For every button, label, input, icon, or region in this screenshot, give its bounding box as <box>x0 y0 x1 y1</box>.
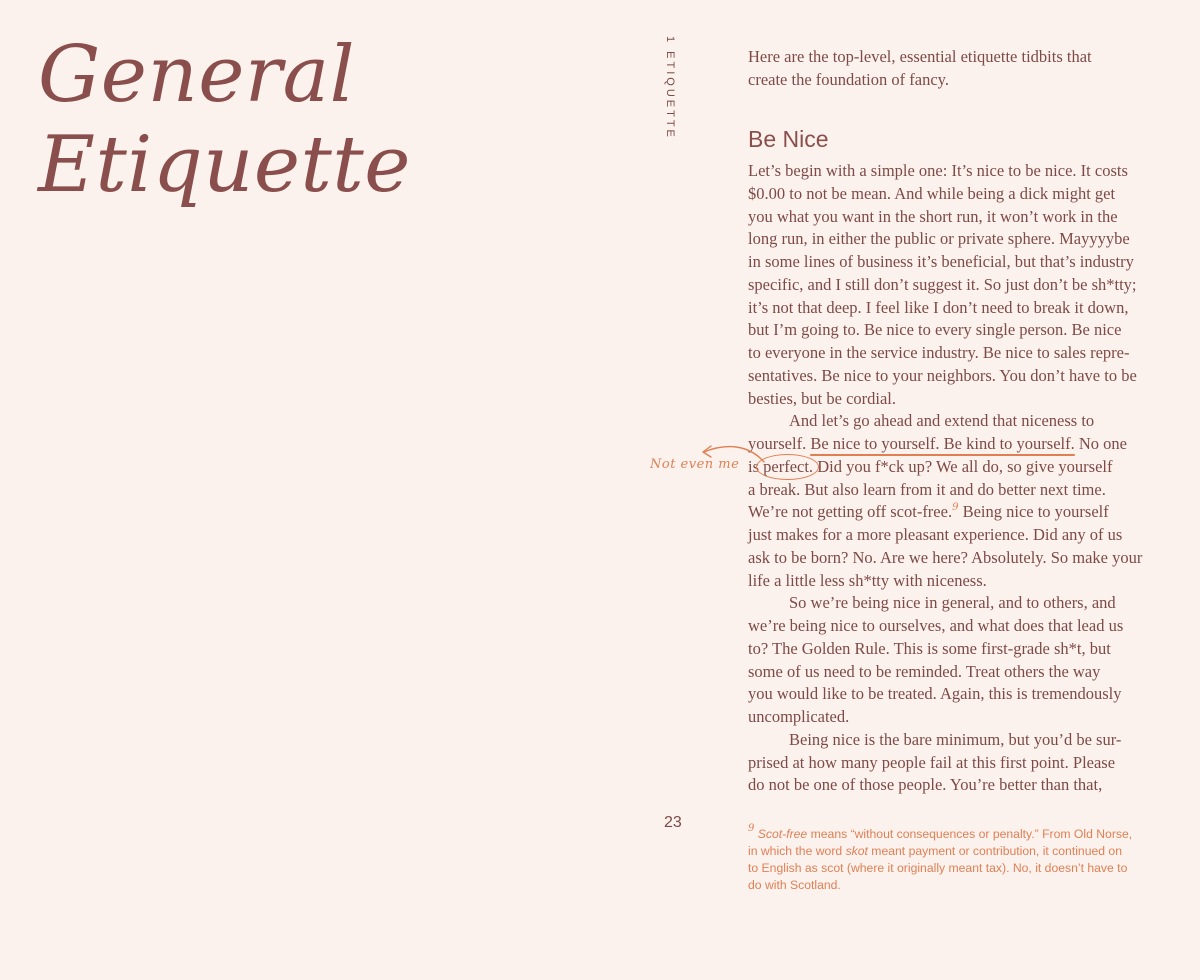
footnote-text: in which the word <box>748 844 846 858</box>
footnote-line: to English as scot (where it originally meant tax). No, it doesn’t have to <box>748 861 1128 875</box>
chapter-title <box>38 30 411 210</box>
footnote-line <box>748 823 1158 843</box>
body-line: to? The Golden Rule. This is some first-grade sh*t, but <box>748 638 1111 658</box>
body-line <box>748 501 1158 524</box>
body-text-fragment: yourself. <box>748 434 811 453</box>
footnote <box>748 823 1158 894</box>
body-line: just makes for a more pleasant experience. Did any of us <box>748 525 1123 544</box>
body-line: some of us need to be reminded. Treat others the way <box>748 661 1101 681</box>
body-text-fragment: is <box>748 456 764 476</box>
body-line: uncomplicated. <box>748 707 850 726</box>
body-text-fragment: We’re not getting off scot-free. <box>748 502 953 522</box>
footnote-term: skot <box>845 844 868 858</box>
circled-word: perfect. <box>763 456 814 476</box>
underlined-highlight: Be nice to yourself. Be kind to yourself. <box>810 434 1075 453</box>
body-text-fragment: No one <box>1074 434 1127 453</box>
page-number: 23 <box>664 814 682 831</box>
section-heading: Be Nice <box>748 126 829 152</box>
body-text-fragment: Did you f*ck up? We all do, so give yourself <box>813 456 1113 476</box>
footnote-term: Scot-free <box>757 827 808 841</box>
body-line: but I’m going to. Be nice to every single person. Be nice <box>748 320 1122 340</box>
body-line: besties, but be cordial. <box>748 388 897 408</box>
body-line: in some lines of business it’s beneficial, but that’s industry <box>748 252 1134 271</box>
body-line: do not be one of those people. You’re better than that, <box>748 775 1103 795</box>
body-line: long run, in either the public or private sphere. Mayyyybe <box>748 229 1130 249</box>
body-line: sentatives. Be nice to your neighbors. You don’t have to be <box>748 365 1137 385</box>
footnote-text: meant payment or contribution, it continued on <box>867 844 1122 858</box>
body-line: a break. But also learn from it and do better next time. <box>748 479 1106 499</box>
body-line: you would like to be treated. Again, this is tremendously <box>748 684 1122 704</box>
body-text <box>748 160 1158 797</box>
body-line: specific, and I still don’t suggest it. So just don’t be sh*tty; <box>748 274 1137 294</box>
chapter-title-line-2: Etiquette <box>38 120 411 210</box>
body-line: it’s not that deep. I feel like I don’t need to break it down, <box>748 297 1129 317</box>
body-line: to everyone in the service industry. Be nice to sales repre- <box>748 343 1130 362</box>
footnote-line <box>748 843 1158 860</box>
intro-paragraph <box>748 46 1148 91</box>
margin-note: Not even me <box>650 457 740 472</box>
body-line: life a little less sh*tty with niceness. <box>748 570 987 590</box>
intro-line: Here are the top-level, essential etiquette tidbits that <box>748 47 1092 66</box>
footnote-marker: 9 <box>748 823 755 834</box>
body-line: Being nice is the bare minimum, but you’d be sur- <box>789 729 1122 749</box>
body-line: you what you want in the short run, it won’t work in the <box>748 206 1118 226</box>
body-text-fragment: Being nice to yourself <box>958 502 1109 522</box>
running-head: 1 ETIQUETTE <box>664 36 676 140</box>
footnote-line: do with Scotland. <box>748 878 841 892</box>
body-line: ask to be born? No. Are we here? Absolutely. So make your <box>748 547 1143 567</box>
footnote-text: means “without consequences or penalty.” From Old Norse, <box>807 827 1133 841</box>
chapter-title-line-1: General <box>38 30 356 120</box>
body-line: $0.00 to not be mean. And while being a dick might get <box>748 183 1116 203</box>
body-line <box>748 456 1158 479</box>
footnote-reference: 9 <box>952 502 959 514</box>
body-line: prised at how many people fail at this first point. Please <box>748 752 1116 772</box>
body-line: Let’s begin with a simple one: It’s nice to be nice. It costs <box>748 161 1128 180</box>
body-line: we’re being nice to ourselves, and what does that lead us <box>748 616 1124 635</box>
body-line: And let’s go ahead and extend that niceness to <box>789 411 1095 431</box>
body-line <box>748 433 1158 456</box>
body-line: So we’re being nice in general, and to others, and <box>789 593 1116 613</box>
intro-line: create the foundation of fancy. <box>748 69 949 89</box>
